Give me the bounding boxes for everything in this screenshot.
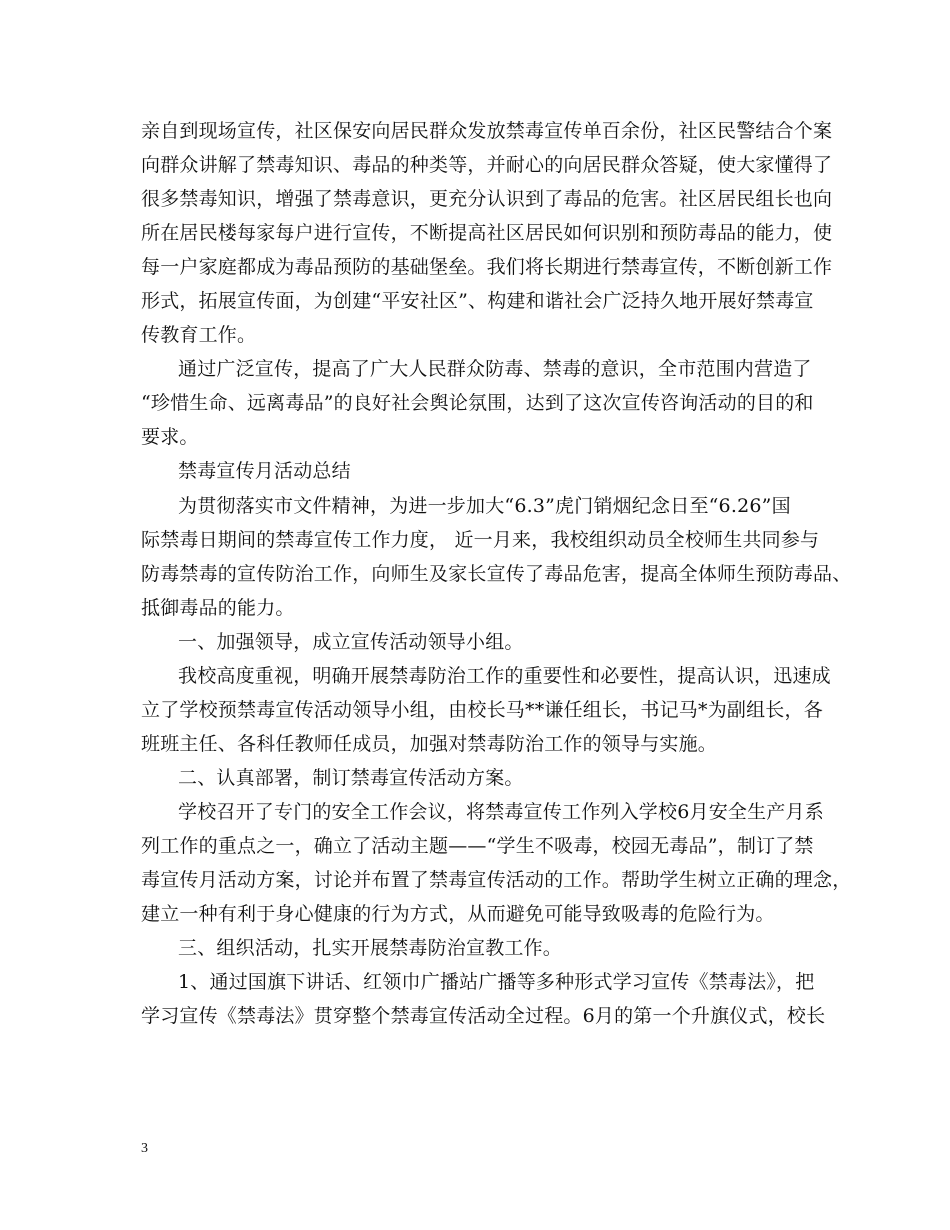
paragraph-first-line: 为贯彻落实市文件精神，为进一步加大“6.3”虎门销烟纪念日至“6.26”国 [178, 495, 791, 517]
section-heading: 三、组织活动，扎实开展禁毒防治宣教工作。 [178, 937, 563, 959]
text-line: 亲自到现场宣传，社区保安向居民群众发放禁毒宣传单百余份，社区民警结合个案 [141, 120, 833, 142]
text-line: 毒宣传月活动方案，讨论并布置了禁毒宣传活动的工作。帮助学生树立正确的理念， [141, 869, 852, 891]
text-line: 形式，拓展宣传面，为创建“平安社区”、构建和谐社会广泛持久地开展好禁毒宣 [141, 290, 814, 312]
text-line: 际禁毒日期间的禁毒宣传工作力度， 近一月来，我校组织动员全校师生共同参与 [141, 529, 820, 551]
text-line: “珍惜生命、远离毒品”的良好社会舆论氛围，达到了这次宣传咨询活动的目的和 [141, 392, 814, 414]
text-line: 抵御毒品的能力。 [141, 597, 295, 619]
text-line: 学习宣传《禁毒法》贯穿整个禁毒宣传活动全过程。6月的第一个升旗仪式，校长 [141, 1005, 826, 1027]
paragraph-first-line: 学校召开了专门的安全工作会议，将禁毒宣传工作列入学校6月安全生产月系 [178, 801, 824, 823]
text-line: 很多禁毒知识，增强了禁毒意识，更充分认识到了毒品的危害。社区居民组长也向 [141, 188, 833, 210]
text-line: 每一户家庭都成为毒品预防的基础堡垒。我们将长期进行禁毒宣传，不断创新工作 [141, 256, 833, 278]
text-line: 所在居民楼每家每户进行宣传，不断提高社区居民如何识别和预防毒品的能力，使 [141, 222, 833, 244]
section-title: 禁毒宣传月活动总结 [178, 460, 351, 482]
text-line: 班班主任、各科任教师任成员，加强对禁毒防治工作的领导与实施。 [141, 733, 718, 755]
text-line: 防毒禁毒的宣传防治工作，向师生及家长宣传了毒品危害，提高全体师生预防毒品、 [141, 563, 852, 585]
text-line: 向群众讲解了禁毒知识、毒品的种类等，并耐心的向居民群众答疑，使大家懂得了 [141, 154, 833, 176]
paragraph-first-line: 通过广泛宣传，提高了广大人民群众防毒、禁毒的意识，全市范围内营造了 [178, 358, 812, 380]
text-line: 建立一种有利于身心健康的行为方式，从而避免可能导致吸毒的危险行为。 [141, 903, 775, 925]
section-heading: 一、加强领导，成立宣传活动领导小组。 [178, 631, 524, 653]
page-number: 3 [141, 1141, 148, 1156]
section-heading: 二、认真部署，制订禁毒宣传活动方案。 [178, 767, 524, 789]
paragraph-first-line: 我校高度重视，明确开展禁毒防治工作的重要性和必要性，提高认识，迅速成 [178, 665, 831, 687]
text-line: 立了学校预禁毒宣传活动领导小组，由校长马**谦任组长，书记马*为副组长，各 [141, 699, 823, 721]
text-line: 列工作的重点之一，确立了活动主题——“学生不吸毒，校园无毒品”，制订了禁 [141, 835, 814, 857]
paragraph-first-line: 1、通过国旗下讲话、红领巾广播站广播等多种形式学习宣传《禁毒法》，把 [178, 971, 815, 993]
text-line: 传教育工作。 [141, 324, 257, 346]
text-line: 要求。 [141, 426, 199, 448]
